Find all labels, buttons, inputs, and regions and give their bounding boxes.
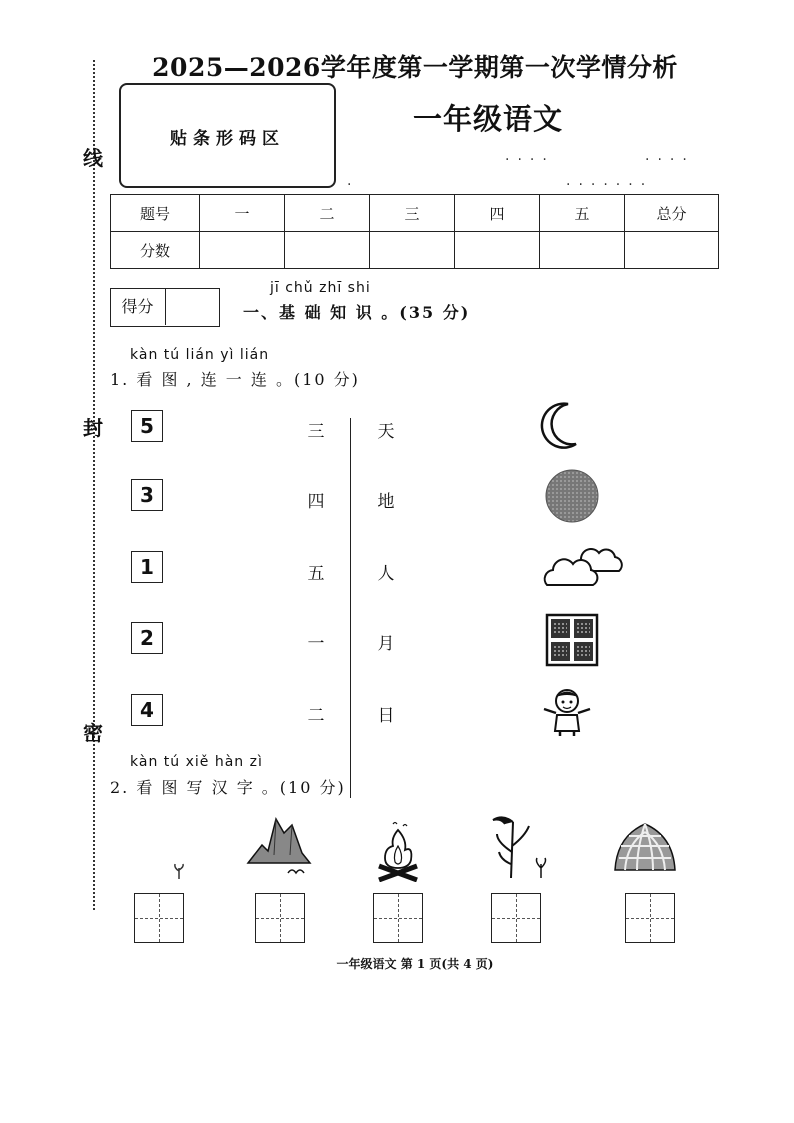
question2-text: 2. 看 图 写 汉 字 。(10 分) [110, 778, 346, 797]
question1-pinyin: kàn tú lián yì lián [130, 347, 270, 363]
number-box: 1 [131, 551, 163, 583]
rice-plant-icon [483, 812, 555, 880]
dotted-fill: . [347, 173, 360, 189]
score-input-cell[interactable] [540, 232, 625, 269]
question2-pinyin: kàn tú xiě hàn zì [130, 754, 263, 770]
writing-grid-box[interactable] [373, 893, 423, 943]
binding-line [93, 60, 95, 910]
score-input-cell[interactable] [200, 232, 285, 269]
writing-grid-box[interactable] [625, 893, 675, 943]
score-table-cell: 四 [455, 195, 540, 232]
dotted-fill: .... [645, 148, 695, 164]
writing-grid-box[interactable] [255, 893, 305, 943]
small-sprout-icon [172, 862, 186, 880]
binding-mark-feng: 封 [83, 416, 103, 440]
score-input-cell[interactable] [625, 232, 719, 269]
score-table [110, 194, 719, 269]
character: 天 [377, 422, 395, 442]
score-input-cell[interactable] [455, 232, 540, 269]
score-table-cell: 一 [200, 195, 285, 232]
farmland-icon [611, 818, 679, 878]
subject-title: 一年级语文 [413, 102, 564, 136]
number-box: 5 [131, 410, 163, 442]
number-box: 2 [131, 622, 163, 654]
binding-mark-mi: 密 [83, 721, 103, 745]
score-table-score-row [111, 232, 719, 269]
clouds-icon [541, 543, 623, 593]
score-input-cell[interactable] [285, 232, 370, 269]
section1-pinyin: jī chǔ zhī shi [270, 280, 371, 296]
writing-grid-box[interactable] [491, 893, 541, 943]
score-table-cell: 总分 [625, 195, 719, 232]
character: 人 [377, 564, 395, 584]
score-table-cell: 题号 [111, 195, 200, 232]
score-table-cell: 二 [285, 195, 370, 232]
dotted-fill: .... [505, 148, 555, 164]
section-score-label: 得分 [110, 288, 166, 325]
chinese-numeral: 一 [307, 634, 325, 654]
exam-title: 2025—2026学年度第一学期第一次学情分析 [152, 53, 678, 82]
number-box: 3 [131, 479, 163, 511]
chinese-numeral: 四 [307, 492, 325, 512]
mountain-icon [246, 815, 312, 875]
window-field-icon [545, 613, 599, 667]
column-divider [350, 418, 351, 798]
score-table-cell: 五 [540, 195, 625, 232]
chinese-numeral: 三 [307, 422, 325, 442]
chinese-numeral: 五 [307, 564, 325, 584]
page-footer: 一年级语文 第 1 页(共 4 页) [336, 957, 494, 971]
section1-title: 一、基 础 知 识 。(35 分) [243, 303, 471, 322]
writing-grid-box[interactable] [134, 893, 184, 943]
character: 地 [377, 492, 395, 512]
score-table-cell: 三 [370, 195, 455, 232]
barcode-label: 贴条形码区 [170, 129, 285, 149]
chinese-numeral: 二 [307, 706, 325, 726]
binding-mark-xian: 线 [83, 146, 103, 170]
boy-icon [540, 685, 594, 737]
character: 日 [377, 706, 395, 726]
number-box: 4 [131, 694, 163, 726]
dotted-fill: ....... [566, 173, 654, 189]
crescent-moon-icon [538, 400, 586, 452]
score-table-header-row [111, 195, 719, 232]
question1-text: 1. 看 图 , 连 一 连 。(10 分) [110, 370, 360, 389]
score-table-cell: 分数 [111, 232, 200, 269]
character: 月 [377, 634, 395, 654]
campfire-icon [373, 820, 423, 882]
score-input-cell[interactable] [370, 232, 455, 269]
earth-ball-icon [544, 468, 600, 524]
